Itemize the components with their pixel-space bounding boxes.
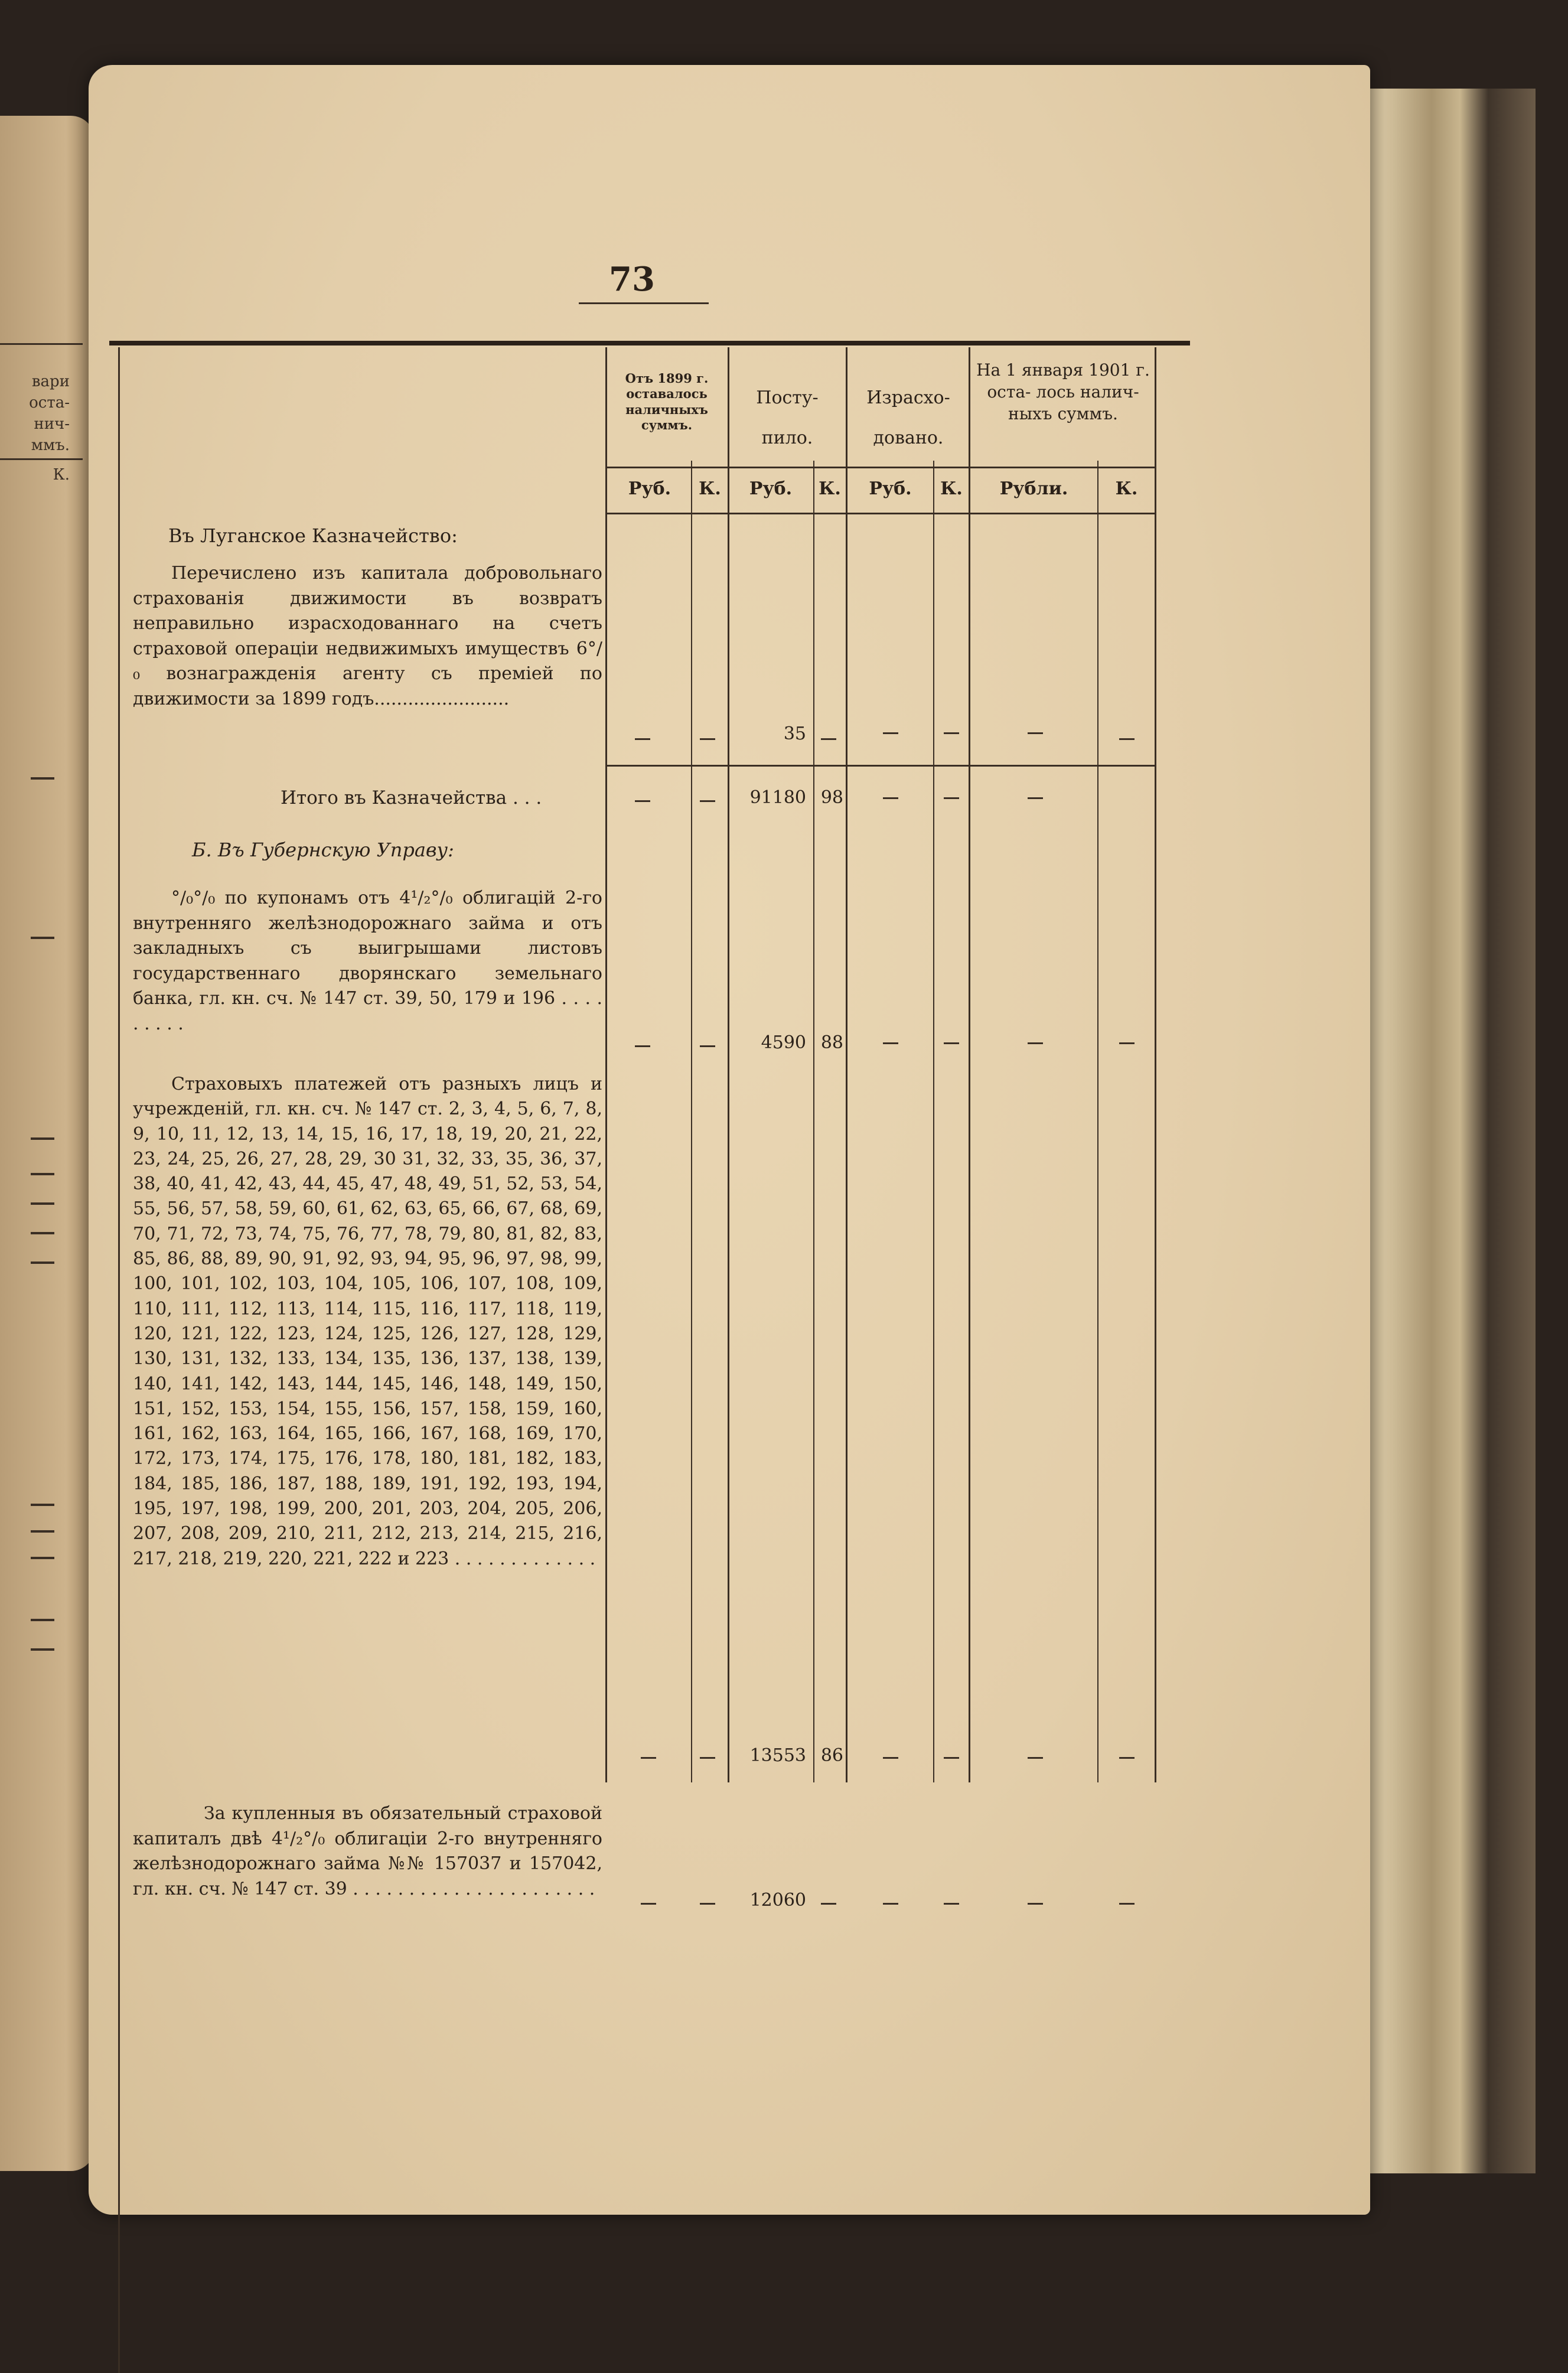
bonds-entry-text: За купленныя въ обязательный страховой капиталъ двѣ 4¹/₂°/₀ облигаціи 2-го внутренняго желѣзнодорожнаго займа №№ 157037 и 157042, гл. кн. сч. № 147 ст. 39 . . . . . . . . . . . . . . . . . . . . . . bbox=[133, 1803, 602, 1899]
page-number: 73 bbox=[609, 260, 655, 299]
column-separator bbox=[728, 347, 729, 1782]
subheader-rub: Руб. bbox=[749, 478, 793, 499]
empty-dash bbox=[883, 1042, 898, 1044]
empty-dash bbox=[944, 732, 959, 734]
empty-dash bbox=[883, 797, 898, 799]
empty-dash bbox=[635, 800, 650, 802]
subheader-rub: Руб. bbox=[869, 478, 912, 499]
column-separator bbox=[1155, 347, 1156, 1782]
lugansk-entry-text: Перечислено изъ капитала добровольнаго страхованія движимости въ возвратъ неправильно израсходованнаго на счетъ страховой операціи недвижимыхъ имуществъ 6°/₀ вознагражденія агенту съ преміей по движимости за 1899 годъ........................ bbox=[133, 563, 602, 709]
header-rule bbox=[605, 513, 1155, 514]
header-rule bbox=[605, 467, 1155, 468]
empty-dash bbox=[700, 1757, 715, 1759]
table-top-rule bbox=[109, 341, 1190, 345]
left-fragment: вари bbox=[31, 373, 70, 390]
section-heading: Въ Луганское Казначейство: bbox=[168, 524, 458, 547]
empty-dash bbox=[1028, 1042, 1043, 1044]
left-dash bbox=[31, 1530, 54, 1533]
coupons-entry-text: °/₀°/₀ по купонамъ отъ 4¹/₂°/₀ облигацій 2-го внутренняго желѣзнодорожнаго займа и отъ закладныхъ съ выигрышами листовъ государственнаго дворянскаго земельнаго банка, гл. кн. сч. № 147 ст. 39, 50, 179 и 196 . . . . . . . . . bbox=[133, 888, 602, 1034]
left-fragment: ммъ. bbox=[31, 436, 70, 454]
total-rule bbox=[605, 765, 1155, 767]
left-dash bbox=[31, 777, 54, 780]
subheader-kop: К. bbox=[940, 478, 963, 499]
column-separator bbox=[691, 461, 692, 1782]
left-dash bbox=[31, 1557, 54, 1559]
col-header-spent: Израсхо- довано. bbox=[866, 387, 950, 448]
page-number-rule bbox=[579, 302, 709, 304]
col-header-1901: На 1 января 1901 г. оста- лось налич- ныхъ суммъ. bbox=[976, 360, 1150, 423]
left-fragment: К. bbox=[53, 466, 70, 484]
insurance-received-rub: 13553 bbox=[749, 1745, 806, 1766]
total-received-kop: 98 bbox=[820, 787, 843, 808]
empty-dash bbox=[700, 738, 715, 740]
empty-dash bbox=[1028, 797, 1043, 799]
empty-dash bbox=[821, 738, 836, 740]
table-left-border bbox=[118, 347, 120, 2373]
empty-dash bbox=[1119, 1757, 1135, 1759]
empty-dash bbox=[944, 1757, 959, 1759]
left-dash bbox=[31, 1232, 54, 1234]
empty-dash bbox=[700, 1045, 715, 1047]
empty-dash bbox=[700, 1903, 715, 1905]
insurance-received-kop: 86 bbox=[820, 1745, 843, 1766]
left-dash bbox=[31, 937, 54, 939]
empty-dash bbox=[1119, 1042, 1135, 1044]
total-received-rub: 91180 bbox=[749, 787, 806, 808]
column-separator bbox=[933, 461, 934, 1782]
left-fragment: оста- bbox=[29, 394, 70, 412]
empty-dash bbox=[883, 1903, 898, 1905]
empty-dash bbox=[944, 1042, 959, 1044]
empty-dash bbox=[1028, 732, 1043, 734]
left-fragment: нич- bbox=[34, 415, 70, 433]
column-separator bbox=[969, 347, 970, 1782]
left-dash bbox=[31, 1173, 54, 1175]
left-dash bbox=[31, 1137, 54, 1140]
empty-dash bbox=[635, 738, 650, 740]
column-separator bbox=[813, 461, 814, 1782]
left-dash bbox=[31, 1262, 54, 1264]
left-dash bbox=[31, 1504, 54, 1506]
previous-page-edge bbox=[0, 116, 94, 2171]
insurance-entry-text: Страховыхъ платежей отъ разныхъ лицъ и учрежденій, гл. кн. сч. № 147 ст. 2, 3, 4, 5, 6, 7, 8, 9, 10, 11, 12, 13, 14, 15, 16, 17, 18, 19, 20, 21, 22, 23, 24, 25, 26, 27, 28, 29, 30 31, 32, 33, 35, 36, 37, 38, 40, 41, 42, 43, 44, 45, 47, 48, 49, 51, 52, 53, 54, 55, 56, 57, 58, 59, 60, 61, 62, 63, 65, 66, 67, 68, 69, 70, 71, 72, 73, 74, 75, 76, 77, 78, 79, 80, 81, 82, 83, 85, 86, 88, 89, 90, 91, 92, 93, 94, 95, 96, 97, 98, 99, 100, 101, 102, 103, 104, 105, 106, 107, 108, 109, 110, 111, 112, 113, 114, 115, 116, 117, 118, 119, 120, 121, 122, 123, 124, 125, 126, 127, 128, 129, 130, 131, 132, 133, 134, 135, 136, 137, 138, 139, 140, 141, 142, 143, 144, 145, 146, 148, 149, 150, 151, 152, 153, 154, 155, 156, 157, 158, 159, 160, 161, 162, 163, 164, 165, 166, 167, 168, 169, 170, 172, 173, 174, 175, 176, 178, 180, 181, 182, 183, 184, 185, 186, 187, 188, 189, 191, 192, 193, 194, 195, 197, 198, 199, 200, 201, 203, 204, 205, 206, 207, 208, 209, 210, 211, 212, 213, 214, 215, 216, 217, 218, 219, 220, 221, 222 и 223 . . . . . . . . . . . . . bbox=[133, 1074, 602, 1569]
subheader-rub: Руб. bbox=[628, 478, 671, 499]
empty-dash bbox=[700, 800, 715, 802]
left-rule bbox=[0, 458, 83, 460]
col-header-received: Посту- пило. bbox=[756, 387, 819, 448]
bonds-received-rub: 12060 bbox=[749, 1890, 806, 1911]
coupons-received-rub: 4590 bbox=[761, 1032, 806, 1053]
left-rule bbox=[0, 343, 83, 345]
empty-dash bbox=[883, 732, 898, 734]
total-label: Итого въ Казначейства . . . bbox=[281, 787, 542, 809]
left-dash bbox=[31, 1202, 54, 1205]
subheader-rubles: Рубли. bbox=[999, 478, 1068, 499]
empty-dash bbox=[641, 1903, 656, 1905]
subheader-kop: К. bbox=[699, 478, 721, 499]
empty-dash bbox=[821, 1903, 836, 1905]
empty-dash bbox=[635, 1045, 650, 1047]
empty-dash bbox=[944, 1903, 959, 1905]
empty-dash bbox=[1028, 1757, 1043, 1759]
subheader-kop: К. bbox=[819, 478, 841, 499]
col-header-1899: Отъ 1899 г. оставалось наличныхъ суммъ. bbox=[625, 371, 709, 432]
empty-dash bbox=[1119, 1903, 1135, 1905]
column-separator bbox=[605, 347, 607, 1782]
book-edge-right bbox=[1347, 89, 1536, 2173]
empty-dash bbox=[944, 797, 959, 799]
subheader-kop: К. bbox=[1115, 478, 1138, 499]
left-dash bbox=[31, 1619, 54, 1621]
section-heading: Б. Въ Губернскую Управу: bbox=[192, 839, 454, 861]
empty-dash bbox=[641, 1757, 656, 1759]
lugansk-received-rub: 35 bbox=[783, 723, 806, 744]
column-separator bbox=[1097, 461, 1098, 1782]
empty-dash bbox=[1119, 738, 1135, 740]
column-separator bbox=[846, 347, 847, 1782]
coupons-received-kop: 88 bbox=[820, 1032, 843, 1053]
left-dash bbox=[31, 1648, 54, 1651]
empty-dash bbox=[883, 1757, 898, 1759]
empty-dash bbox=[1028, 1903, 1043, 1905]
